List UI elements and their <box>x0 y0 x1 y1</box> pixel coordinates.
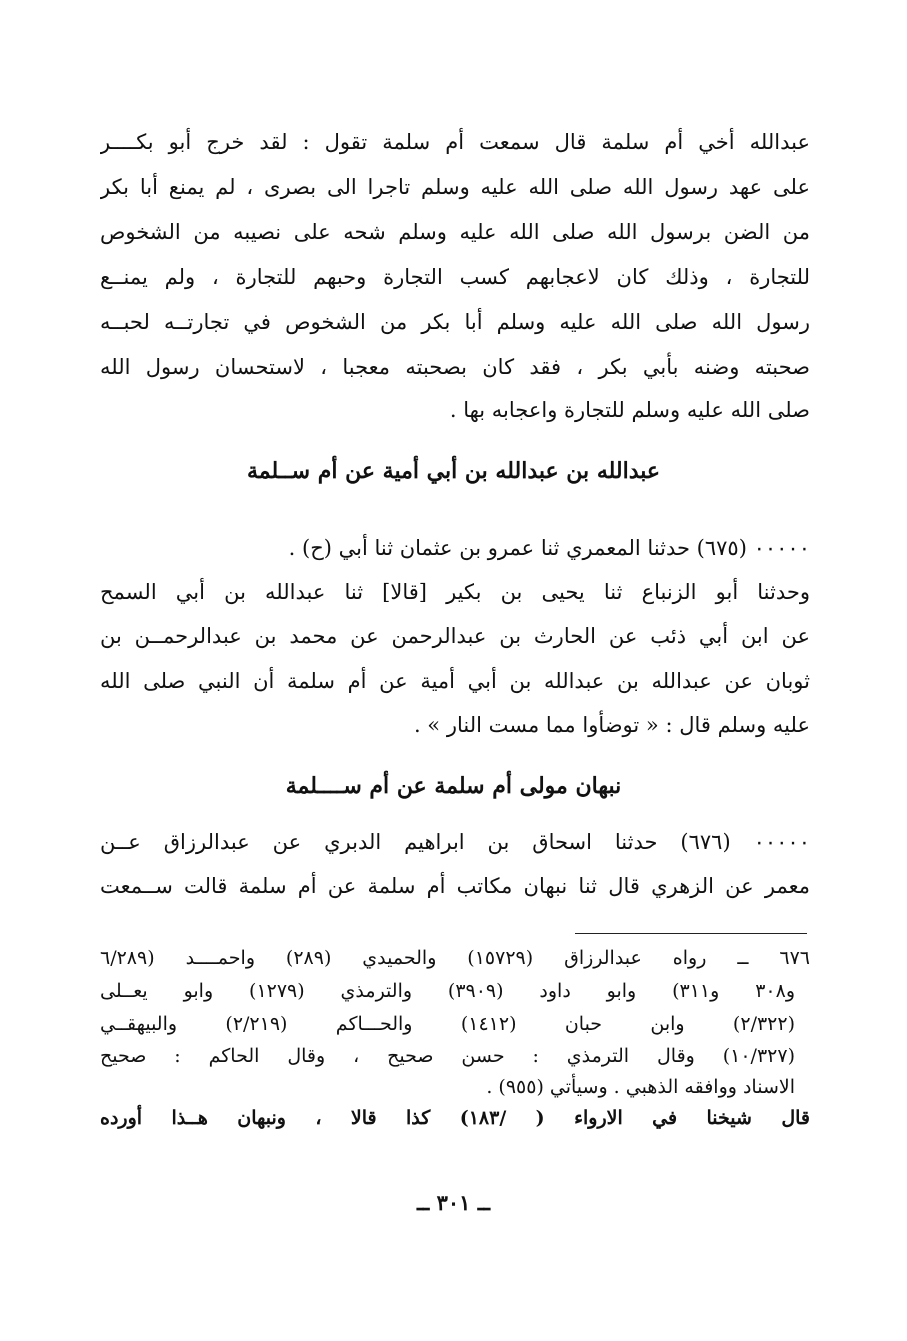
footnote-line: (١٠/٣٢٧) وقال الترمذي : حسن صحيح ، وقال الحاكم : صحيح <box>100 1045 795 1067</box>
page-number: ــ ٣٠١ ــ <box>416 1190 491 1215</box>
text-line: وحدثنا أبو الزنباع ثنا يحيى بن بكير [قالا] ثنا عبدالله بن أبي السمح <box>100 580 810 604</box>
text-line: على عهد رسول الله صلى الله عليه وسلم تاجرا الى بصرى ، لم يمنع أبا بكر <box>100 175 810 199</box>
footnote-line: و٣٠٨ و٣١١) وابو داود (٣٩٠٩) والترمذي (١٢٧٩) وابو يعــلى <box>100 980 795 1002</box>
text-line: عليه وسلم قال : « توضأوا مما مست النار » . <box>413 713 810 737</box>
text-line: من الضن برسول الله صلى الله عليه وسلم شحه على نصيبه من الشخوص <box>100 220 810 244</box>
footnote-line: الاسناد ووافقه الذهبي . وسيأتي (٩٥٥) . <box>486 1076 795 1098</box>
hadith-line: ٠٠٠٠٠ (٦٧٦) حدثنا اسحاق بن ابراهيم الدبري عن عبدالرزاق عــن <box>100 830 810 854</box>
section-heading: نبهان مولى أم سلمة عن أم ســــلمة <box>285 773 622 799</box>
footnote-line: قال شيخنا في الارواء ( /١٨٣) كذا قالا ، ونبهان هــذا أورده <box>100 1107 810 1129</box>
footnote-line: (٢/٣٢٢) وابن حبان (١٤١٢) والحـــاكم (٢/٢١٩) والبيهقــي <box>100 1013 795 1035</box>
text-line: صلى الله عليه وسلم للتجارة واعجابه بها . <box>449 398 810 422</box>
section-heading: عبدالله بن عبدالله بن أبي أمية عن أم ســلمة <box>246 458 661 484</box>
text-line: ثوبان عن عبدالله بن عبدالله بن أبي أمية عن أم سلمة أن النبي صلى الله <box>100 669 810 693</box>
text-line: عن ابن أبي ذئب عن الحارث بن عبدالرحمن عن محمد بن عبدالرحمــن بن <box>100 624 810 648</box>
hadith-line: ٠٠٠٠٠ (٦٧٥) حدثنا المعمري ثنا عمرو بن عثمان ثنا أبي (ح) . <box>288 536 810 560</box>
footnote-line: ٦٧٦ ــ رواه عبدالرزاق (١٥٧٢٩) والحميدي (٢٨٩) واحمــــد (٦/٢٨٩ <box>100 947 810 969</box>
text-line: رسول الله صلى الله عليه وسلم أبا بكر من الشخوص في تجارتــه لحبــه <box>100 310 810 334</box>
text-line: صحبته وضنه بأبي بكر ، فقد كان بصحبته معجبا ، لاستحسان رسول الله <box>100 355 810 379</box>
text-line: للتجارة ، وذلك كان لاعجابهم كسب التجارة وحبهم للتجارة ، ولم يمنــع <box>100 265 810 289</box>
text-line: عبدالله أخي أم سلمة قال سمعت أم سلمة تقول : لقد خرج أبو بكــــر <box>100 130 810 154</box>
text-line: معمر عن الزهري قال ثنا نبهان مكاتب أم سلمة عن أم سلمة قالت ســمعت <box>100 874 810 898</box>
footnote-separator <box>575 933 807 934</box>
